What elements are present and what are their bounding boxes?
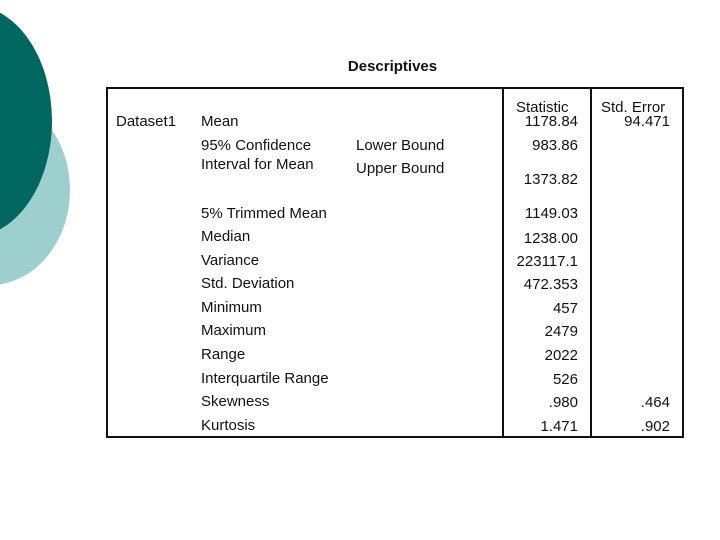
stat-maximum: 2479 [544, 323, 578, 340]
header-statistic: Statistic [516, 99, 569, 116]
row-label-kurtosis: Kurtosis [201, 417, 256, 434]
header-std-error: Std. Error [601, 99, 666, 116]
row-label-skewness: Skewness [201, 393, 270, 410]
row-sublabel-lower-bound: Lower Bound [356, 137, 445, 154]
stat-std-deviation: 472.353 [523, 276, 578, 293]
stat-lower-bound: 983.86 [532, 137, 578, 154]
row-label-std-deviation: Std. Deviation [201, 275, 295, 292]
row-label-minimum: Minimum [201, 299, 262, 316]
stat-trimmed-mean: 1149.03 [524, 205, 578, 222]
stderr-skewness: .464 [640, 394, 670, 411]
row-label-median: Median [201, 228, 251, 245]
row-label-maximum: Maximum [201, 322, 267, 339]
stat-minimum: 457 [552, 300, 578, 317]
row-label-mean: Mean [201, 113, 239, 130]
stat-median: 1238.00 [523, 230, 578, 247]
column-divider-std-error [590, 87, 592, 438]
table-title: Descriptives [347, 58, 438, 75]
stat-variance: 223117.1 [516, 253, 578, 270]
stat-range: 2022 [544, 347, 578, 364]
stat-interquartile-range: 526 [552, 371, 578, 388]
stderr-kurtosis: .902 [640, 418, 670, 435]
stat-upper-bound: 1373.82 [523, 171, 578, 188]
stderr-mean: 94.471 [624, 113, 670, 130]
row-label-ci-line1: 95% Confidence [201, 137, 312, 154]
row-label-trimmed-mean: 5% Trimmed Mean [201, 205, 327, 222]
stat-mean: 1178.84 [524, 113, 578, 130]
stat-skewness: .980 [548, 394, 578, 411]
row-label-variance: Variance [201, 252, 260, 269]
row-sublabel-upper-bound: Upper Bound [356, 160, 445, 177]
row-label-ci-line2: Interval for Mean [201, 156, 314, 173]
row-label-range: Range [201, 346, 246, 363]
row-label-interquartile-range: Interquartile Range [201, 370, 329, 387]
dataset-label: Dataset1 [116, 113, 177, 130]
stat-kurtosis: 1.471 [540, 418, 578, 435]
